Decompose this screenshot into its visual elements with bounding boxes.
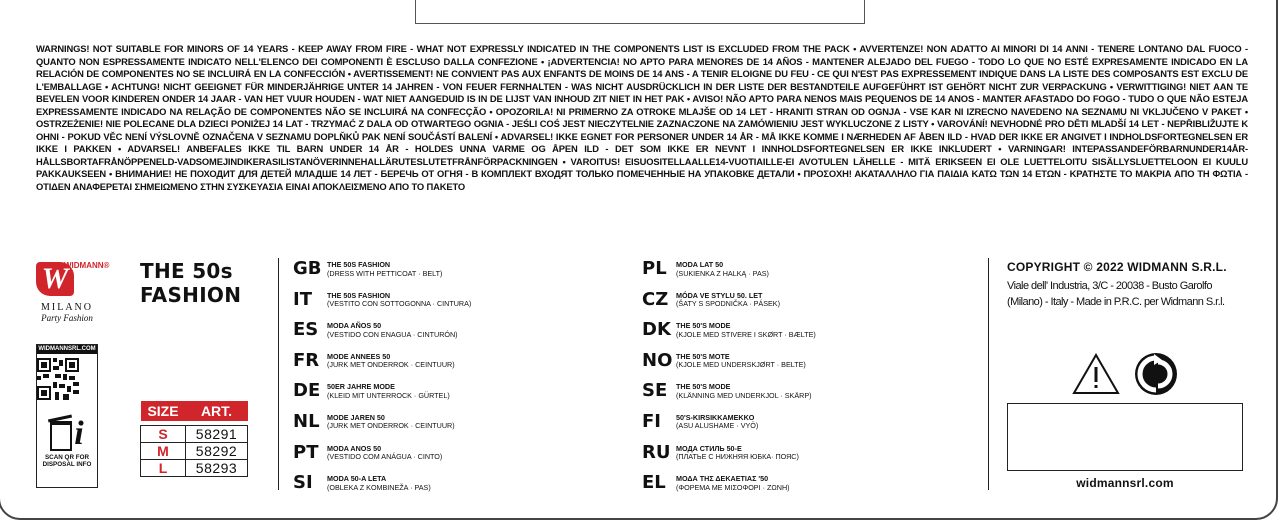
language-code: SI (293, 472, 313, 494)
language-desc: (ПЛАТЬЕ С НИЖНЯЯ ЮБКА· ПОЯС) (676, 452, 799, 462)
language-name: THE 50S FASHION (327, 260, 391, 269)
language-desc: (KLÄNNING MED UNDERKJOL · SKÄRP) (676, 390, 812, 400)
language-entry (293, 381, 471, 412)
size-value: S (141, 426, 186, 443)
warnings-text: WARNINGS! NOT SUITABLE FOR MINORS OF 14 YEARS - KEEP AWAY FROM FIRE - WHAT NOT EXPRESSLY INDICATED IN THE COMPONENTS LIST IS EXCLUDED FROM THE PACK • AVVERTENZE! NON ADATTO AI MINORI DI 14 ANNI - TENERE LONTANO DAL FUOCO - QUANTO NON ESPRESSAMENTE INDICATO NELL'ELENCO DEI COMPONENTI È ESCLUSO DALLA CONFEZIONE • ¡ADVERTENCIA! NO APTO PARA MENORES DE 14 AÑOS - MANTENER ALEJADO DEL FUEGO - TODO LO QUE NO ESTÉ EXPRESAMENTE INDICADO EN LA RELACIÓN DE COMPONENTES NO SE INCLUIRÁ EN LA CONFECCIÓN • AVERTISSEMENT! NE CONVIENT PAS AUX ENFANTS DE MOINS DE 14 ANS - A TENIR ELOIGNE DU FEU - CE QUI N'EST PAS EXPRESSEMENT INDIQUE DANS LA LISTE DES COMPOSANTS EST EXCLU DE L'EMBALLAGE • ACHTUNG! NICHT GEEIGNET FÜR MINDERJÄHRIGE UNTER 14 JAHREN - VON FEUER FERNHALTEN - WAS NICHT AUSDRÜCKLICH IN DER LISTE DER BESTANDTEILE AUFGEFÜHRT IST GEHÖRT NICHT ZUR VERPACKUNG • VERWITTIGING! NIET AAN TE BEVELEN VOOR KINDEREN ONDER 14 JAAR - VAN HET VUUR HOUDEN - WAT NIET AANGEDUID IS IN DE LIJST VAN INHOUD ZIT NIET IN HET PAK • AVISO! NÃO APTO PARA NENOS MAIS PEQUENOS DE 14 ANOS - MANTER AFASTADO DO FOGO - TUDO O QUE NÃO ESTEJA EXPRESSAMENTE INDICADO NA RELAÇÃO DE COMPONENTES NÃO SE INCLUIRÁ NA CONFECÇÃO • OPOZORILA! NI PRIMERNO ZA OTROKE MLAJŠE OD 14 LET - HRANITI STRAN OD OGNJA - VSE KAR NI IZRECNO NAVEDENO NA SEZNAMU NI VKLJUČENO V PAKET • OSTRZEŻENIE! NIE POLECANE DLA DZIECI PONIŻEJ 14 LAT - TRZYMAĆ Z DALA OD OTWARTEGO OGNIA - JEŚLI COŚ JEST NIECZYTELNIE ZAZNACZONE NA ZAMÓWIENIU JEST WYKLUCZONE Z LISTY • VAROVÁNÍ! NEVHODNÉ PRO DĚTI MLADŠÍ 14 LET - NEPŘIBLIŽUJTE K OHNI - POKUD VĚC NENÍ VÝSLOVNĚ OZNAČENA V SEZNAMU DOPLŇKŮ PAK NENÍ SOUČÁSTÍ BALENÍ • ADVARSEL! IKKE EGNET FOR PERSONER UNDER 14 ÅR - MÅ IKKE KOMME I NÆRHEDEN AF ÅBEN ILD - HVAD DER IKKE ER ANGIVET I INDHOLDSFORTEGNELSEN ER IKKE I PAKKEN • ADVARSEL! ANBEFALES IKKE TIL BARN UNDER 14 ÅR - HOLDES UNNA VARME OG ÅPEN ILD - DET SOM IKKE ER NEVNT I INNHOLDSFORTEGNELSEN ER IKKE INKLUDERT • VARNINGAR! INTEPASSANDEFÖRBARNUNDER14ÅR-HÅLLSBORTAFRÅNÖPPENELD-VADSOMEJINDIKERASILISTANÖVERINNEHALLÄRUTESLUTETFRÅNFÖRPACKNINGEN • VAROITUS! EISUOSITELLAALLE14-VUOTIAILLE-EI AVOTULEN LÄHELLE - MITÄ ERIKSEEN EI OLE LUETTELOITU SISÄLLYSLUETTELOON EI KUULU PAKKAUKSEEN • ВНИМАНИЕ! НЕ ПОХОДИТ ДЛЯ ДЕТЕЙ МЛАДШЕ 14 ЛЕТ - БЕРЕЧЬ ОТ ОГНЯ - В КОМПЛЕКТ ВХОДЯТ ТОЛЬКО ПОМЕЧЕННЫЕ НА УПАКОВКЕ ДЕТАЛИ • ΠΡΟΣΟΧΗ! ΑΚΑΤΑΛΛΗΛΟ ΓΙΑ ΠΑΙΔΙΑ ΚΑΤΩ ΤΩΝ 14 ΕΤΩΝ - ΚΡΑΤΗΣΤΕ ΤΟ ΜΑΚΡΙΑ ΑΠΟ ΤΗ ΦΩΤΙΑ - ΟΤΙΔΕΝ ΑΝΑΦΕΡΕΤΑΙ ΣΗΜΕΙΩΜΕΝΟ ΣΤΗΝ ΣΥΣΚΕΥΑΣΙΑ ΕΙΝΑΙ ΑΠΟΚΛΕΙΣΜΕΝΟ ΑΠΟ ΤΟ ΠΑΚΕΤΟ (36, 43, 1248, 193)
logo-mark (36, 260, 110, 300)
language-code: FR (293, 349, 320, 371)
qr-disposal-box (36, 344, 98, 488)
size-value: M (141, 443, 186, 460)
language-entry (642, 412, 816, 443)
language-name: MODE ANNEES 50 (327, 351, 391, 361)
table-row (141, 426, 248, 443)
language-code: GB (293, 258, 322, 279)
language-code: DE (293, 380, 321, 402)
language-entry (642, 290, 816, 321)
language-entry (642, 443, 816, 474)
top-label-box (415, 0, 865, 24)
language-entry (293, 320, 471, 351)
language-desc: (ŠATY S SPODNIČKA · PÁSEK) (676, 299, 780, 309)
language-name: МОДА СТИЛЬ 50-Е (676, 443, 742, 453)
table-row (141, 443, 248, 460)
language-name: MÓDA VE STYLU 50. LET (676, 290, 763, 300)
language-desc: (JURK MET ONDERROK · CEINTUUR) (327, 421, 455, 431)
product-title-line1: THE 50s (140, 259, 233, 283)
language-name: MODA ANOS 50 (327, 443, 382, 453)
language-code: NO (642, 349, 673, 371)
language-entry (642, 259, 816, 290)
language-code: FI (642, 410, 661, 432)
widmann-logo (36, 260, 110, 323)
language-code: ES (293, 319, 319, 341)
language-code: IT (293, 288, 312, 310)
copyright-title: COPYRIGHT © 2022 WIDMANN S.R.L. (1007, 260, 1227, 274)
language-entry (293, 351, 471, 382)
divider (988, 258, 989, 490)
language-code: RU (642, 441, 671, 463)
language-desc: (JURK MET ONDERROK · CEINTUUR) (327, 360, 455, 370)
language-name: THE 50'S MOTE (676, 351, 730, 361)
language-entry (293, 290, 471, 321)
warning-triangle-icon (1072, 353, 1120, 395)
language-desc: (VESTITO CON SOTTOGONNA · CINTURA) (327, 299, 472, 309)
barcode-box (1007, 403, 1243, 471)
art-value: 58291 (186, 426, 248, 443)
qr-url: WIDMANNSRL.COM (38, 346, 96, 352)
language-name: MODA LAT 50 (676, 260, 724, 269)
language-list-right (642, 259, 816, 504)
language-name: THE 50'S MODE (676, 321, 731, 331)
language-entry (293, 443, 471, 474)
logo-brand: WIDMANN® (64, 261, 110, 270)
language-entry (293, 259, 471, 290)
language-entry (642, 320, 816, 351)
language-name: 50'S-KIRSIKKAMEKKO (676, 412, 755, 422)
language-desc: (KJOLE MED STIVERE I SKØRT · BÆLTE) (676, 329, 816, 339)
art-value: 58292 (186, 443, 248, 460)
logo-tagline: Party Fashion (41, 313, 93, 323)
logo-w-icon: W (36, 262, 74, 296)
language-entry (642, 351, 816, 382)
language-desc: (ΦΟΡΕΜΑ ΜΕ ΜΙΣΟΦΟΡΙ · ΖΩΝΗ) (676, 482, 790, 492)
qr-caption-line1: SCAN QR FOR (44, 454, 90, 461)
language-code: SE (642, 380, 668, 402)
language-desc: (VESTIDO COM ANÁGUA · CINTO) (327, 452, 443, 462)
disposal-info-icon (41, 411, 93, 451)
art-header: ART. (186, 401, 248, 421)
language-name: MODA AÑOS 50 (327, 321, 382, 331)
language-entry (642, 473, 816, 504)
language-desc: (OBLEKA Z KOMBINEŽA · PAS) (327, 482, 431, 492)
size-table-header (141, 401, 248, 421)
language-name: THE 50S FASHION (327, 290, 391, 300)
language-desc: (KLEID MIT UNTERROCK · GÜRTEL) (327, 390, 450, 400)
language-code: PL (642, 258, 667, 279)
language-desc: (KJOLE MED UNDERSKJØRT · BELTE) (676, 360, 806, 370)
language-desc: (DRESS WITH PETTICOAT · BELT) (327, 268, 443, 278)
language-list-left (293, 259, 471, 504)
green-dot-recycling-icon (1134, 352, 1178, 396)
website[interactable]: widmannsrl.com (1076, 476, 1174, 490)
language-name: MODA 50-A LETA (327, 474, 387, 484)
language-name: THE 50'S MODE (676, 382, 731, 392)
language-name: MODE JAREN 50 (327, 412, 385, 422)
language-code: NL (293, 410, 320, 432)
language-entry (293, 473, 471, 504)
language-code: CZ (642, 288, 669, 310)
divider (278, 258, 279, 490)
product-title-line2: FASHION (140, 283, 242, 307)
qr-code-icon[interactable] (37, 358, 79, 400)
language-code: EL (642, 472, 666, 494)
size-table (140, 401, 248, 477)
qr-caption-line2: DISPOSAL INFO (42, 461, 92, 468)
qr-caption (37, 454, 97, 468)
language-entry (293, 412, 471, 443)
copyright-block (1007, 260, 1247, 310)
language-entry (642, 381, 816, 412)
language-desc: (SUKIENKA Z HALKĄ · PAS) (676, 268, 769, 278)
info-icon: i (74, 415, 84, 452)
safety-symbols (1072, 352, 1178, 396)
language-desc: (ASU ALUSHAME · VYÖ) (676, 421, 759, 431)
bin-icon (50, 421, 72, 451)
language-code: PT (293, 441, 319, 463)
language-name: ΜΟΔΑ ΤΗΣ ΔΕΚΑΕΤΙΑΣ '50 (676, 474, 769, 484)
art-value: 58293 (186, 460, 248, 477)
size-header: SIZE (141, 401, 186, 421)
copyright-address: Viale dell' Industria, 3/C - 20038 - Busto Garolfo (Milano) - Italy - Made in P.R.C. per Widmann S.r.l. (1007, 280, 1225, 308)
size-value: L (141, 460, 186, 477)
table-row (141, 460, 248, 477)
product-title (140, 259, 241, 307)
language-code: DK (642, 319, 671, 341)
language-name: 50ER JAHRE MODE (327, 382, 395, 392)
logo-city: MILANO (41, 302, 93, 313)
language-desc: (VESTIDO CON ENAGUA · CINTURÓN) (327, 329, 458, 339)
